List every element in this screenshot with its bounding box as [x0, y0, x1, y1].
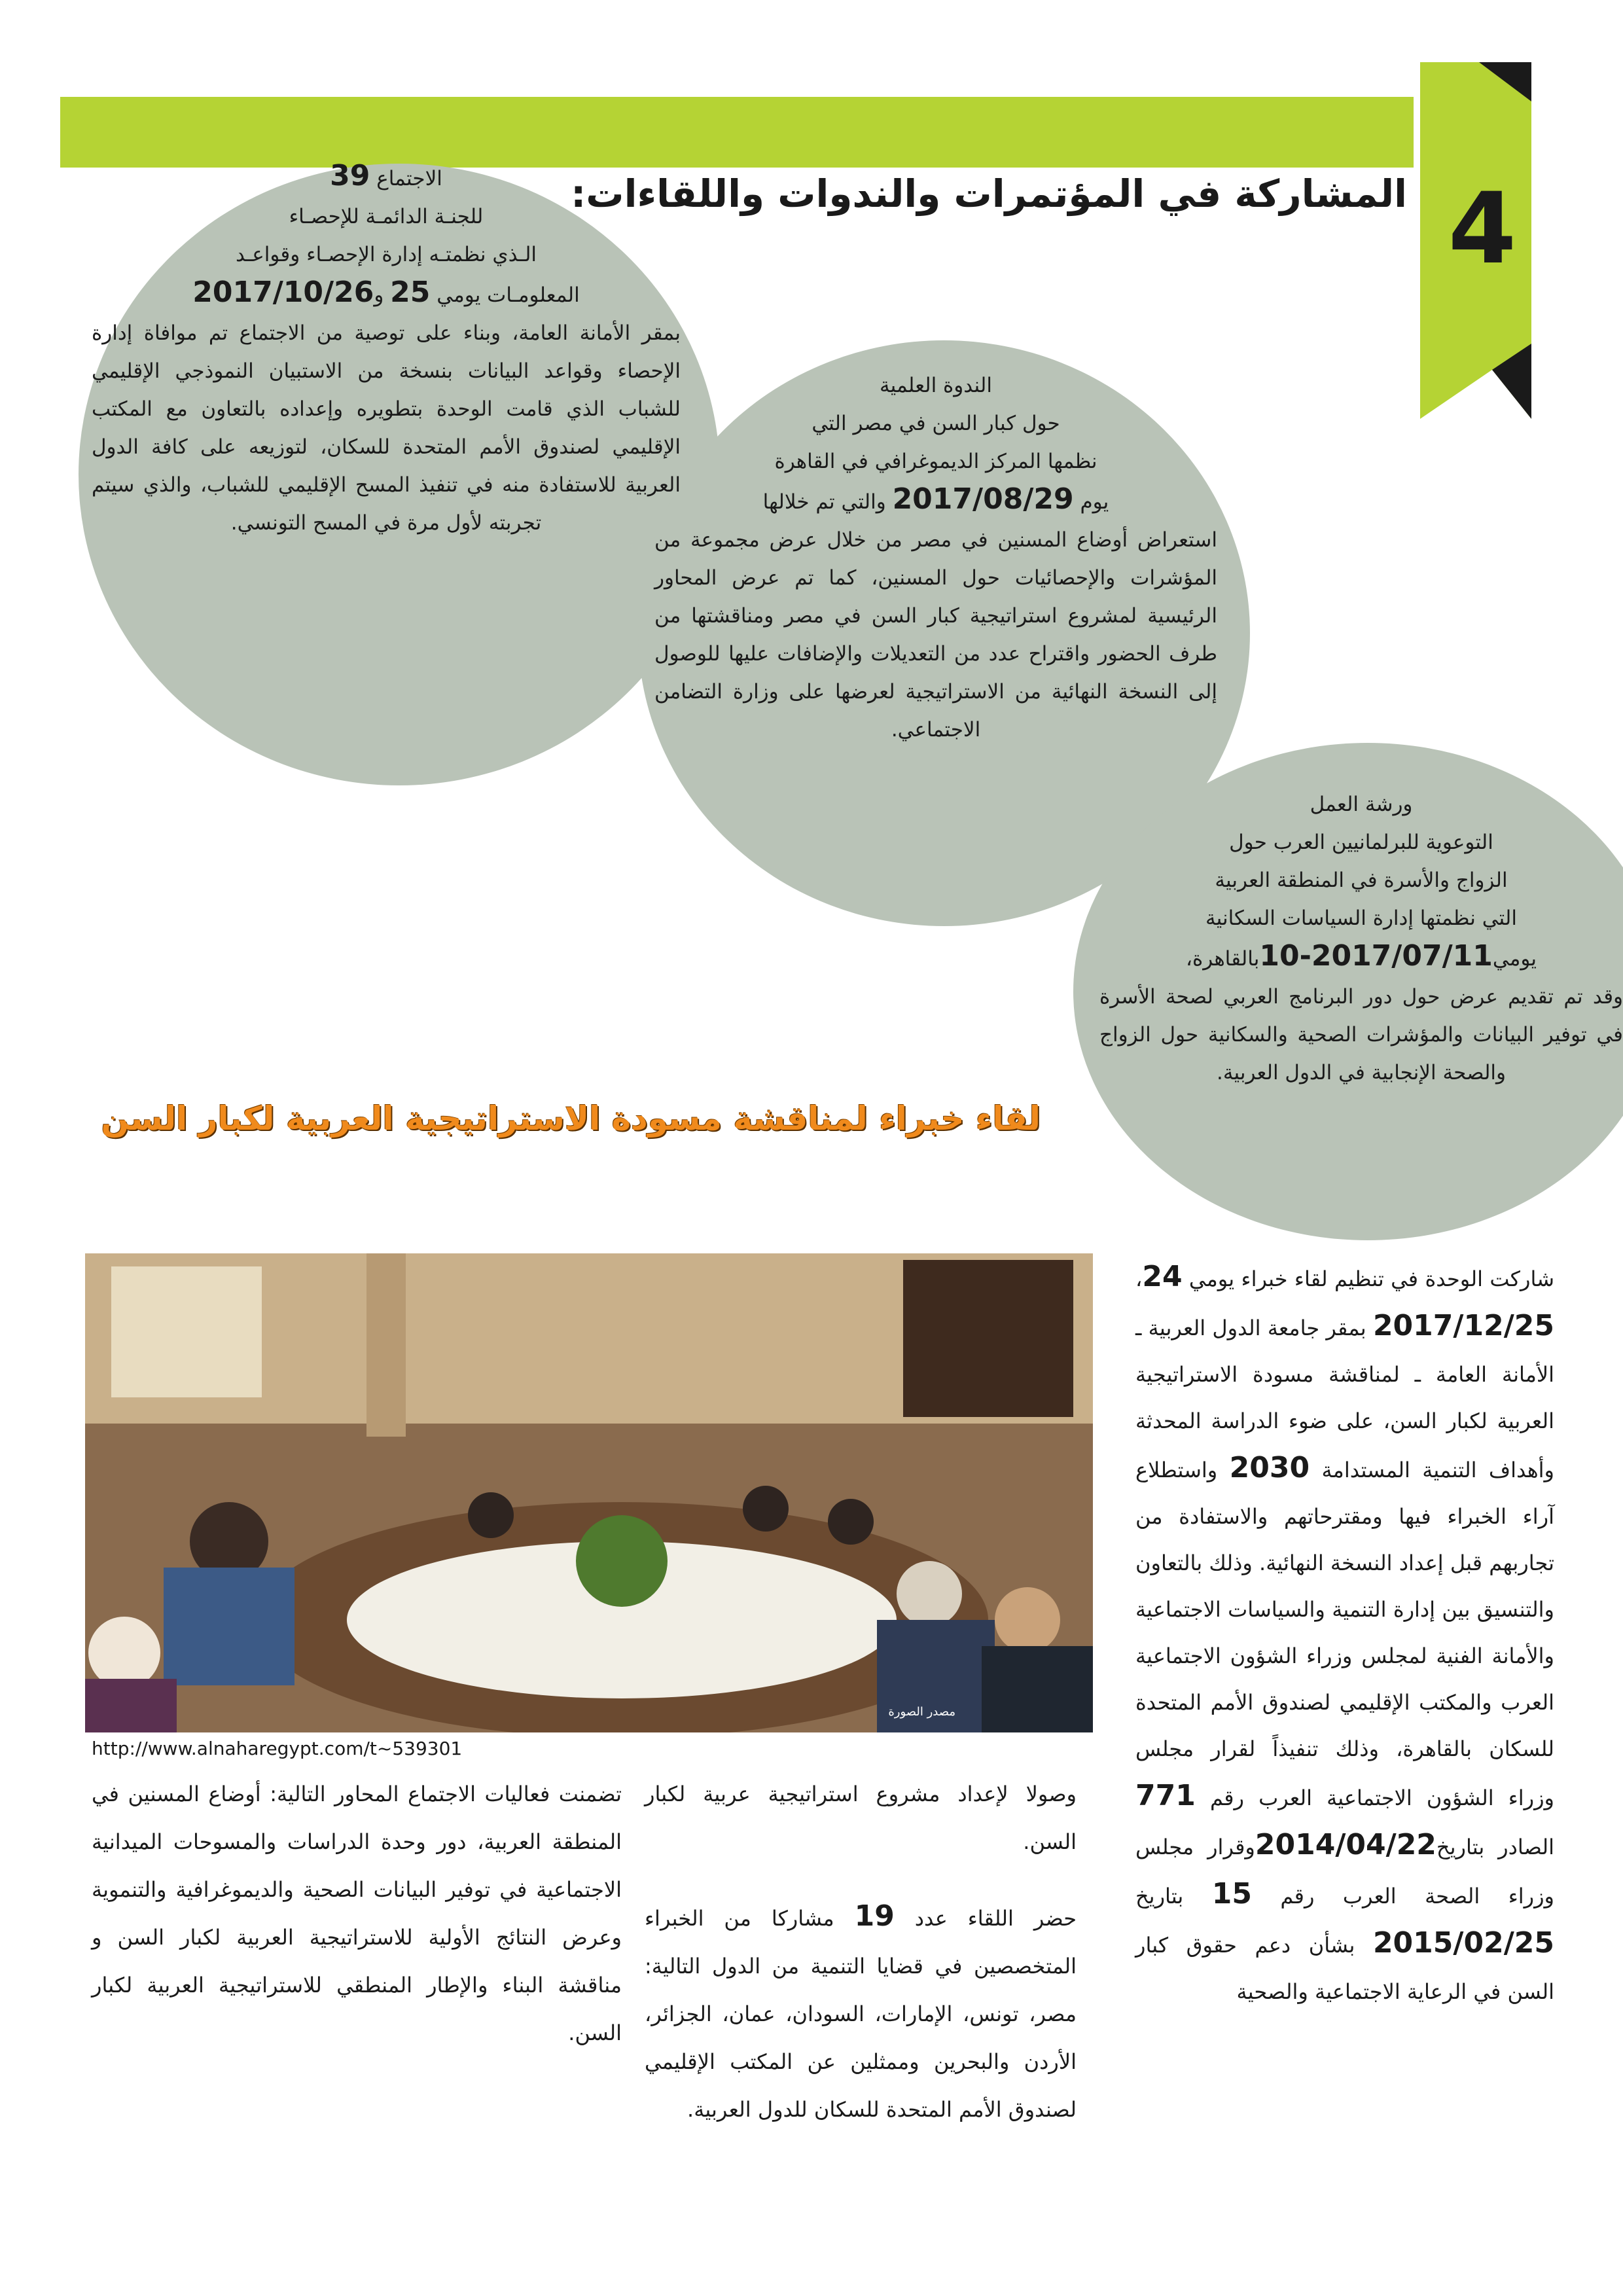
right-p1d: 2017/12/25	[1372, 1309, 1554, 1342]
circle1-line4	[92, 274, 681, 314]
mid-p2a: حضر اللقاء عدد	[894, 1906, 1077, 1931]
circle1-line2: للجنـة الدائمـة للإحصـاء	[289, 205, 484, 228]
photo-person-far-right-body	[982, 1646, 1093, 1732]
right-column-text	[1135, 1253, 1554, 2015]
right-p1c: ،	[1135, 1266, 1143, 1291]
photo-window	[111, 1266, 262, 1397]
mid-p2c: مشاركا من الخبراء المتخصصين في قضايا التنمية من الدول التالية: مصر، تونس، الإمارات، السودان، عمان، الجزائر، الأردن والبحرين وممثلين عن المكتب الإقليمي لصندوق الأمم المتحدة للسكان للدول العربية.	[645, 1906, 1077, 2122]
photo-person-front-body	[85, 1679, 177, 1732]
right-p1b: 24	[1142, 1260, 1183, 1293]
photo-column	[366, 1253, 406, 1437]
circle2-text	[654, 367, 1217, 749]
circle2-l4c: والتي تم خلالها	[762, 490, 893, 514]
circle3-line1: ورشة العمل	[1310, 793, 1413, 816]
left-paragraph-1: تضمنت فعاليات الاجتماع المحاور التالية: أوضاع المسنين في المنطقة العربية، دور وحدة الدراسات والمسوحات الميدانية الاجتماعية في توفير البيانات الصحية والديموغرافية والتنموية وعرض النتائج الأولية للاستراتيجية العربية لكبار السن و مناقشة البناء والإطار المنطقي للاستراتيجية العربية لكبار السن.	[92, 1782, 622, 2045]
circle1-l1b: 39	[330, 159, 370, 192]
circle3-l5a: يومي	[1492, 947, 1537, 971]
circle1-l1a: الاجتماع	[370, 167, 442, 190]
right-p1l: 15	[1211, 1877, 1252, 1910]
right-p1a: شاركت الوحدة في تنظيم لقاء خبراء يومي	[1182, 1266, 1554, 1291]
circle2-l4a: يوم	[1073, 490, 1109, 514]
right-p1m: بتاريخ	[1135, 1884, 1212, 1909]
photo-plant	[576, 1515, 668, 1607]
photo-person-back-3	[828, 1499, 874, 1545]
right-p1e: بمقر جامعة الدول العربية ـ الأمانة العامة ـ لمناقشة مسودة الاستراتيجية العربية لكبار السن، على ضوء الدراسة المحدثة وأهداف التنمية المستدامة	[1135, 1316, 1555, 1482]
circle3-l5c: بالقاهرة،	[1185, 947, 1260, 971]
right-p1o: بشأن دعم حقوق كبار السن في الرعاية الاجتماعية والصحية	[1135, 1933, 1554, 2004]
circle2-l4b: 2017/08/29	[892, 482, 1074, 516]
circle1-l4c: و	[374, 283, 391, 307]
section-title: المشاركة في المؤتمرات والندوات واللقاءات:	[571, 171, 1407, 216]
circle3-text	[1099, 785, 1623, 1092]
photo-person-back	[468, 1492, 514, 1538]
photo-source-url[interactable]: http://www.alnaharegypt.com/t~539301	[92, 1738, 463, 1759]
circle2-line4	[654, 480, 1217, 521]
circle1-l4d: 2017/10/26	[192, 276, 374, 309]
circle1-body: بمقر الأمانة العامة، وبناء على توصية من الاجتماع تم موافاة إدارة الإحصاء وقواعد البيانات بنسخة من الاستبيان النموذجي الإقليمي للشباب الذي قامت الوحدة بتطويره وإعداده بالتعاون مع المكتب الإقليمي لصندوق الأمم المتحدة للسكان، لتوزيعه على كافة الدول العربية للاستفادة منه في تنفيذ المسح الإقليمي للشباب، والذي سيتم تجربته لأول مرة في المسح التونسي.	[92, 321, 681, 535]
photo-person-body	[164, 1568, 294, 1685]
circle2-line1: الندوة العلمية	[880, 374, 992, 397]
right-p1n: 2015/02/25	[1372, 1926, 1554, 1960]
circle3-body: وقد تم تقديم عرض حول دور البرنامج العربي لصحة الأسرة في توفير البيانات والمؤشرات الصحية والسكانية حول الزواج والصحة الإنجابية في الدول العربية.	[1099, 985, 1623, 1085]
meeting-photo	[85, 1253, 1093, 1732]
right-p1h: 771	[1135, 1779, 1196, 1812]
circle3-line5	[1099, 937, 1623, 978]
section-number: 4	[1448, 172, 1517, 286]
expert-meeting-headline: لقاء خبراء لمناقشة مسودة الاستراتيجية العربية لكبار السن	[101, 1100, 1041, 1138]
photo-credit: مصدر الصورة	[888, 1705, 955, 1719]
right-p1k: وقرار مجلس وزراء الصحة العرب رقم	[1135, 1835, 1554, 1909]
circle3-line3: الزواج والأسرة في المنطقة العربية	[1215, 869, 1508, 892]
right-paragraph	[1135, 1253, 1554, 2015]
photo-person-back-2	[743, 1486, 789, 1532]
circle1-l4b: 25	[390, 276, 431, 309]
circle1-text	[92, 157, 681, 542]
middle-column-text	[645, 1770, 1077, 2134]
circle3-line4: التي نظمتها إدارة السياسات السكانية	[1205, 906, 1517, 930]
circle2-body: استعراض أوضاع المسنين في مصر من خلال عرض مجموعة من المؤشرات والإحصائيات حول المسنين، كما تم عرض المحاور الرئيسية لمشروع استراتيجية كبار السن في مصر ومناقشتها من طرف الحضور واقتراح عدد من التعديلات والإضافات عليها للوصول إلى النسخة النهائية من الاستراتيجية لعرضها على وزارة التضامن الاجتماعي.	[654, 528, 1217, 742]
photo-person-far-right	[995, 1587, 1060, 1653]
mid-paragraph-2	[645, 1892, 1077, 2134]
circle1-l4a: المعلومـات يومي	[430, 283, 580, 307]
circle2-line3: نظمها المركز الديموغرافي في القاهرة	[774, 450, 1097, 473]
right-p1f: 2030	[1229, 1451, 1310, 1484]
right-p1g: واستطلاع آراء الخبراء فيها ومقترحاتهم والاستفادة من تجاربهم قبل إعداد النسخة النهائية. وذلك بالتعاون والتنسيق بين إدارة التنمية والسياسات الاجتماعية والأمانة الفنية لمجلس وزراء الشؤون الاجتماعية العرب والمكتب الإقليمي لصندوق الأمم المتحدة للسكان بالقاهرة، وذلك تنفيذاً لقرار مجلس وزراء الشؤون الاجتماعية العرب رقم	[1135, 1458, 1554, 1810]
photo-door	[903, 1260, 1073, 1417]
right-p1j: 2014/04/22	[1255, 1828, 1436, 1861]
right-p1i: الصادر بتاريخ	[1436, 1835, 1555, 1859]
left-column-text	[92, 1770, 622, 2057]
circle2-line2: حول كبار السن في مصر التي	[812, 412, 1060, 435]
circle3-l5b: 10-2017/07/11	[1259, 939, 1493, 973]
photo-person-front	[88, 1617, 160, 1689]
circle3-line2: التوعوية للبرلمانيين العرب حول	[1229, 831, 1493, 854]
circle1-line1	[92, 157, 681, 198]
circle1-line3: الـذي نظمتـه إدارة الإحصـاء وقواعـد	[235, 243, 537, 266]
mid-paragraph-1: وصولا لإعداد مشروع استراتيجية عربية لكبار السن.	[645, 1782, 1077, 1854]
mid-p2b: 19	[854, 1899, 895, 1933]
photo-person-right	[897, 1561, 962, 1626]
